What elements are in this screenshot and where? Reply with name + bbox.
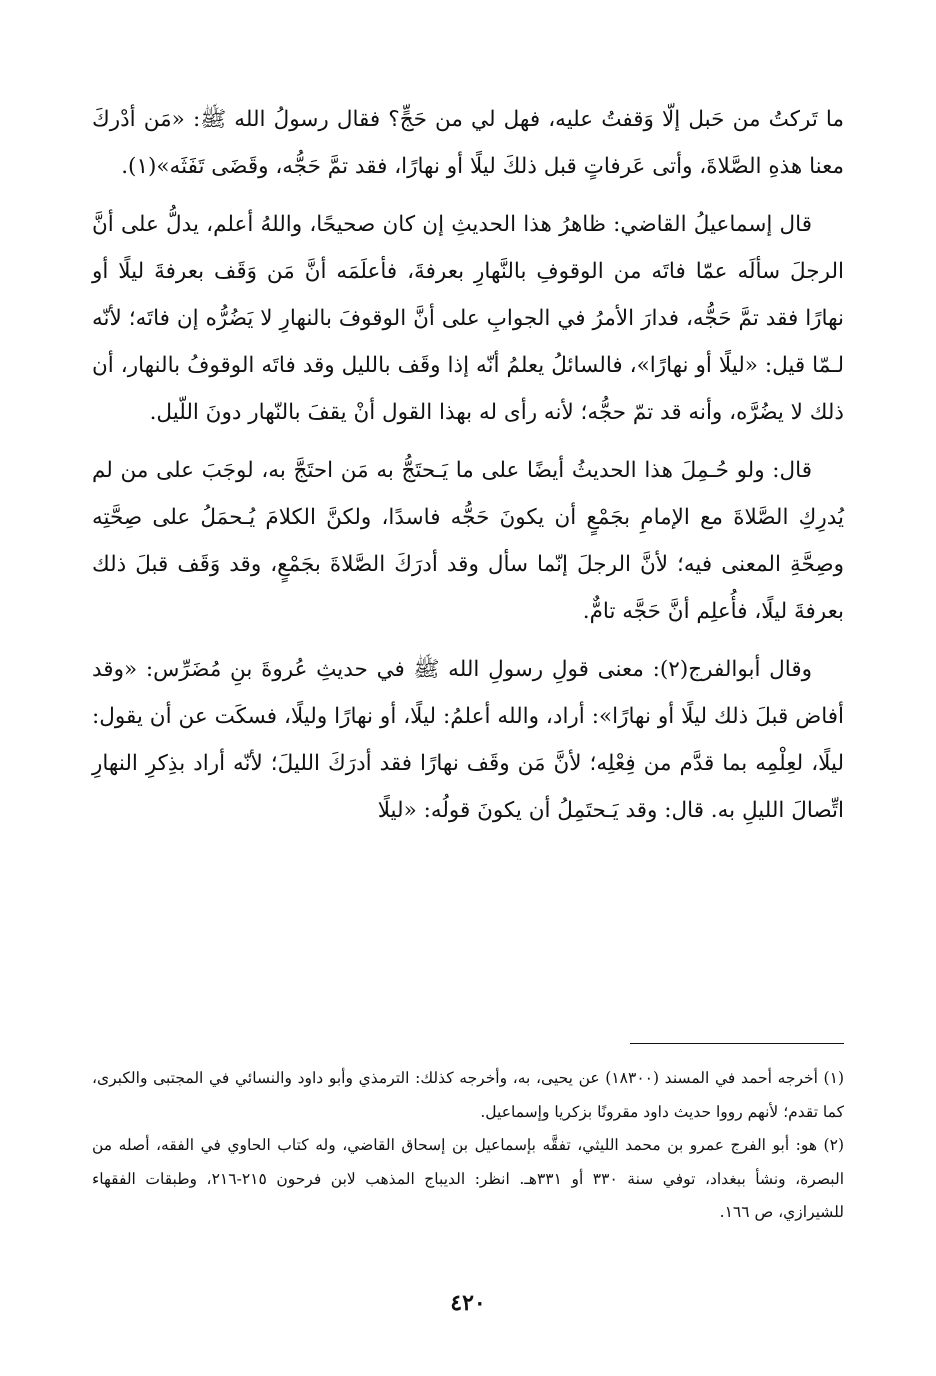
body-paragraph-1: ما تَركتُ من حَبل إلّا وَقفتُ عليه، فهل لي من حَجٍّ؟ فقال رسولُ الله ﷺ: «مَن أدْركَ معنا هذهِ الصَّلاةَ، وأتى عَرفاتٍ قبل ذلكَ ليلًا أو نهارًا، فقد تمَّ حَجُّه، وقَضَى تَفَثَه»(١). — [92, 107, 844, 179]
body-paragraph-4: وقال أبوالفرج(٢): معنى قولِ رسولِ الله ﷺ في حديثِ عُروةَ بنِ مُضَرِّس: «وقد أفاض قبلَ ذلك ليلًا أو نهارًا»: أراد، والله أعلمُ: ليلًا، أو نهارًا وليلًا، فسكَت عن أن يقول: ليلًا، لعِلْمِه بما قدَّم من فِعْلِه؛ لأنَّ مَن وقَف نهارًا فقد أدرَكَ الليلَ؛ لأنّه أراد بذِكرِ النهارِ اتِّصالَ الليلِ به. قال: وقد يَـحتَمِلُ أن يكونَ قولُه: «ليلًا — [92, 657, 844, 823]
body-paragraph-3: قال: ولو حُـمِلَ هذا الحديثُ أيضًا على ما يَـحتَجُّ به مَن احتَجَّ به، لوجَبَ على من لم يُدرِكِ الصَّلاةَ مع الإمامِ بجَمْعٍ أن يكونَ حَجُّه فاسدًا، ولكنَّ الكلامَ يُـحمَلُ على صِحَّتِه وصِحَّةِ المعنى فيه؛ لأنَّ الرجلَ إنّما سأل وقد أدرَكَ الصَّلاةَ بجَمْعٍ، وقد وَقَف قبلَ ذلك بعرفةَ ليلًا، فأُعلِم أنَّ حَجَّه تامٌّ. — [92, 458, 844, 624]
footnote-separator — [630, 1043, 844, 1044]
page-number: ٤٢٠ — [450, 1290, 486, 1316]
footnotes — [92, 1062, 844, 1230]
footnote-2: (٢) هو: أبو الفرج عمرو بن محمد الليثي، تفقَّه بإسماعيل بن إسحاق القاضي، وله كتاب الحاوي في الفقه، أصله من البصرة، ونشأ ببغداد، توفي سنة ٣٣٠ أو ٣٣١هـ. انظر: الديباج المذهب لابن فرحون ٢١٥-٢١٦، وطبقات الفقهاء للشيرازي، ص ١٦٦. — [92, 1136, 844, 1221]
main-text — [92, 96, 844, 845]
body-paragraph-2: قال إسماعيلُ القاضي: ظاهرُ هذا الحديثِ إن كان صحيحًا، واللهُ أعلم، يدلُّ على أنَّ الرجلَ سألَه عمّا فاتَه من الوقوفِ بالنَّهارِ بعرفةَ، فأعلَمَه أنَّ مَن وَقَف بعرفةَ ليلًا أو نهارًا فقد تمَّ حَجُّه، فدارَ الأمرُ في الجوابِ على أنَّ الوقوفَ بالنهارِ لا يَضُرُّه إن فاتَه؛ لأنّه لـمّا قيل: «ليلًا أو نهارًا»، فالسائلُ يعلمُ أنّه إذا وقَف بالليل وقد فاتَه الوقوفُ بالنهار، أن ذلك لا يضُرَّه، وأنه قد تمّ حجُّه؛ لأنه رأى له بهذا القول أنْ يقفَ بالنّهار دونَ اللّيل. — [92, 212, 844, 425]
footnote-1: (١) أخرجه أحمد في المسند (١٨٣٠٠) عن يحيى، به، وأخرجه كذلك: الترمذي وأبو داود والنسائي في المجتبى والكبرى، كما تقدم؛ لأنهم رووا حديث داود مقرونًا بزكريا وإسماعيل. — [92, 1069, 844, 1121]
